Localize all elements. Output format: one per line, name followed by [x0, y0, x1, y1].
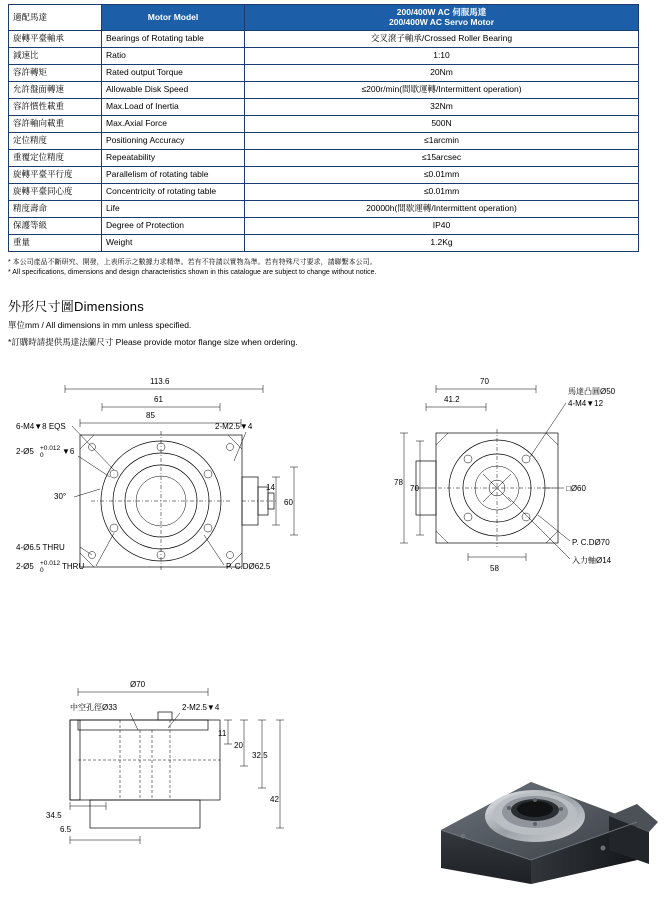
row-en: Bearings of Rotating table — [102, 31, 245, 48]
note-input-shaft: 入力軸Ø14 — [572, 555, 612, 565]
note-2-d5-top-tol-low: 0 — [40, 451, 44, 459]
row-en: Rated output Torque — [102, 65, 245, 82]
drawings-row-1 — [0, 353, 668, 603]
rotary-table-product-photo — [423, 752, 658, 892]
table-row — [9, 82, 639, 99]
dim-42: 42 — [270, 795, 279, 804]
row-value: 32Nm — [245, 99, 639, 116]
row-value: IP40 — [245, 218, 639, 235]
row-value: 交叉滾子軸承/Crossed Roller Bearing — [245, 31, 639, 48]
table-row — [9, 65, 639, 82]
row-value: ≤200r/min(間歇運轉/Intermittent operation) — [245, 82, 639, 99]
header-cn-left: 適配馬達 — [9, 5, 102, 31]
row-cn: 定位精度 — [9, 133, 102, 150]
note-pcd-70: P. C.DØ70 — [572, 537, 610, 547]
dim-58: 58 — [490, 563, 499, 573]
table-row — [9, 48, 639, 65]
row-en: Parallelism of rotating table — [102, 167, 245, 184]
dim-41-2: 41.2 — [444, 394, 460, 404]
note-2-d5-top: 2-Ø5 — [16, 446, 34, 456]
row-value: 1:10 — [245, 48, 639, 65]
note-2-d5-thru-end: THRU — [62, 561, 85, 571]
note-angle-30: 30° — [54, 491, 67, 501]
note-2-m25: 2-M2.5▼4 — [215, 421, 253, 431]
row-value: 1.2Kg — [245, 235, 639, 252]
note-2-d5-top-tol-up: +0.012 — [40, 444, 61, 452]
dim-113-6: 113.6 — [150, 376, 170, 386]
table-row — [9, 184, 639, 201]
dim-11: 11 — [218, 729, 227, 738]
row-en: Life — [102, 201, 245, 218]
dim-70-left: 70 — [410, 483, 419, 493]
row-en: Ratio — [102, 48, 245, 65]
row-en: Concentricity of rotating table — [102, 184, 245, 201]
table-row — [9, 150, 639, 167]
header-value — [245, 5, 639, 31]
row-value: 20Nm — [245, 65, 639, 82]
spec-table-body — [9, 5, 639, 252]
table-header-row — [9, 5, 639, 31]
note-4-m4-12: 4-M4▼12 — [568, 398, 604, 408]
row-value: ≤0.01mm — [245, 184, 639, 201]
row-cn: 重覆定位精度 — [9, 150, 102, 167]
note-inner-d60: □Ø60 — [566, 483, 586, 493]
dim-32-5: 32.5 — [252, 751, 268, 760]
header-value-line2: 200/400W AC Servo Motor — [388, 16, 495, 27]
row-cn: 旋轉平臺平行度 — [9, 167, 102, 184]
dimensions-subnote-1: 單位mm / All dimensions in mm unless specified. — [8, 320, 192, 331]
note-2-d5-thru-tol-up: +0.012 — [40, 559, 61, 567]
row-value: ≤0.01mm — [245, 167, 639, 184]
row-cn: 容許轉矩 — [9, 65, 102, 82]
dim-60: 60 — [284, 497, 293, 507]
row-value: 500N — [245, 116, 639, 133]
table-row — [9, 116, 639, 133]
note-2-m25-bottom: 2-M2.5▼4 — [182, 703, 220, 712]
specification-table — [8, 4, 639, 252]
table-row — [9, 218, 639, 235]
disclaimer-notes — [8, 258, 668, 278]
note-hollow-bore: 中空孔徑Ø33 — [70, 703, 118, 712]
table-row — [9, 99, 639, 116]
row-cn: 重量 — [9, 235, 102, 252]
row-cn: 保護等級 — [9, 218, 102, 235]
drawing-motor-side-view — [390, 357, 660, 587]
dim-70-top: 70 — [480, 376, 489, 386]
dim-61: 61 — [154, 394, 163, 404]
dim-34-5: 34.5 — [46, 811, 62, 820]
table-row — [9, 235, 639, 252]
row-en: Max.Load of Inertia — [102, 99, 245, 116]
dim-20: 20 — [234, 741, 243, 750]
row-en: Positioning Accuracy — [102, 133, 245, 150]
note-2-d5-thru: 2-Ø5 — [16, 561, 34, 571]
dimensions-subnote-2: *訂購時請提供馬達法蘭尺寸 Please provide motor flange size when ordering. — [8, 337, 298, 348]
note-2-d5-top-depth: ▼6 — [62, 446, 75, 456]
row-en: Weight — [102, 235, 245, 252]
dim-14: 14 — [266, 482, 275, 492]
row-cn: 允許盤面轉速 — [9, 82, 102, 99]
row-cn: 旋轉平臺同心度 — [9, 184, 102, 201]
table-row — [9, 201, 639, 218]
row-en: Max.Axial Force — [102, 116, 245, 133]
table-row — [9, 31, 639, 48]
row-cn: 減速比 — [9, 48, 102, 65]
dim-78: 78 — [394, 477, 403, 487]
dimensions-heading: 外形尺寸圖Dimensions — [8, 299, 144, 315]
row-en: Degree of Protection — [102, 218, 245, 235]
row-value: ≤15arcsec — [245, 150, 639, 167]
drawing-top-view — [10, 357, 340, 587]
note-4-d65-thru: 4-Ø6.5 THRU — [16, 542, 65, 552]
table-row — [9, 133, 639, 150]
row-en: Repeatability — [102, 150, 245, 167]
note-motor-boss: 馬達凸圓Ø50 — [568, 386, 616, 396]
dim-85: 85 — [146, 410, 155, 420]
note-line-en: * All specifications, dimensions and design characteristics shown in this catalogue are subject to change without notice. — [8, 269, 377, 277]
note-line-cn: * 本公司產品不斷研究、開發，上表所示之數據力求精準。若有不符請以實物為準。若有特殊尺寸要求，請聯繫本公司。 — [8, 259, 377, 266]
row-value: ≤1arcmin — [245, 133, 639, 150]
note-2-d5-thru-tol-low: 0 — [40, 566, 44, 574]
note-6-m4: 6-M4▼8 EQS — [16, 421, 66, 431]
dim-6-5: 6.5 — [60, 825, 72, 834]
drawing-section-view — [30, 660, 330, 860]
row-cn: 容許軸向載重 — [9, 116, 102, 133]
header-value-line1: 200/400W AC 伺服馬達 — [396, 6, 487, 17]
header-en-left: Motor Model — [102, 5, 245, 31]
row-cn: 精度壽命 — [9, 201, 102, 218]
note-pcd-62-5: P. C.DØ62.5 — [226, 561, 271, 571]
table-row — [9, 167, 639, 184]
row-cn: 旋轉平臺軸承 — [9, 31, 102, 48]
row-en: Allowable Disk Speed — [102, 82, 245, 99]
row-cn: 容許慣性載重 — [9, 99, 102, 116]
row-value: 20000h(間歇運轉/Intermittent operation) — [245, 201, 639, 218]
dim-d70: Ø70 — [130, 680, 146, 689]
